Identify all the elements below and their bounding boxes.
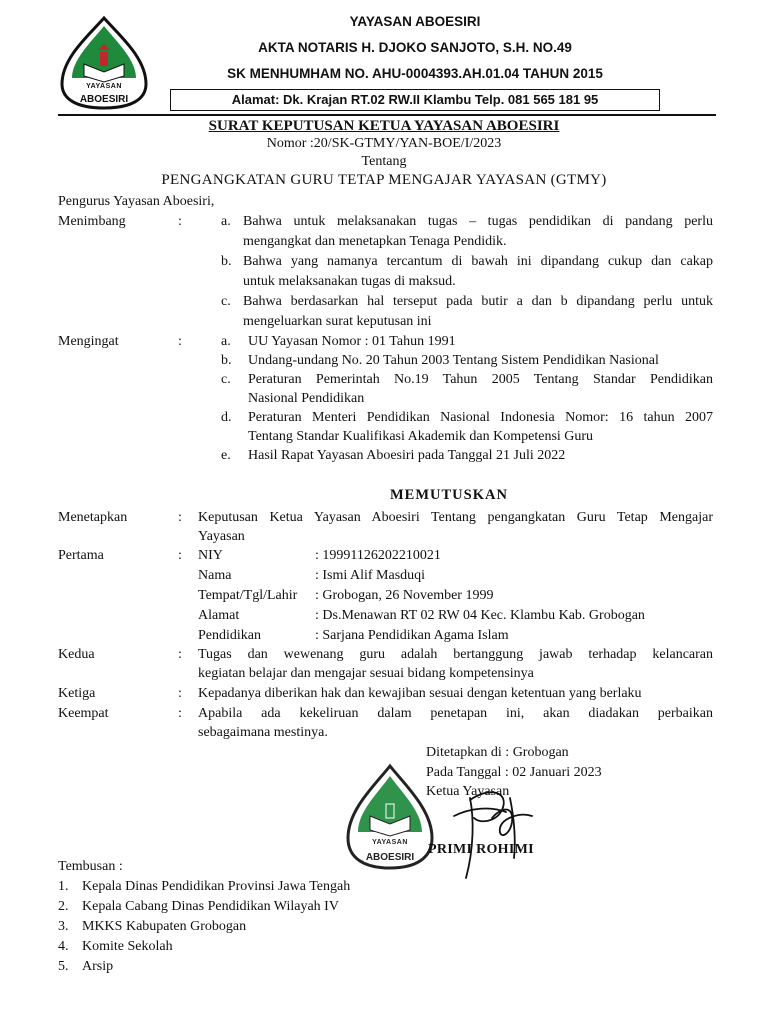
logo-text-bottom: ABOESIRI: [79, 94, 129, 105]
tembusan-num: 5.: [58, 959, 69, 974]
mengingat-letter: b.: [221, 353, 232, 368]
menimbang-colon: :: [178, 214, 182, 229]
tembusan-num: 4.: [58, 939, 69, 954]
tembusan-num: 1.: [58, 879, 69, 894]
ketiga-text: Kepadanya diberikan hak dan kewajiban sesuai dengan ketentuan yang berlaku: [198, 686, 642, 701]
decree-number: Nomor :20/SK-GTMY/YAN-BOE/I/2023: [266, 136, 502, 151]
menetapkan-colon: :: [178, 510, 182, 525]
menimbang-text: mengangkat dan menetapkan Tenaga Pendidik.: [243, 234, 507, 249]
detail-key: Pendidikan: [198, 628, 261, 643]
mengingat-text: Peraturan Menteri Pendidikan Nasional Indonesia Nomor: 16 tahun 2007: [248, 410, 713, 425]
decree-heading: SURAT KEPUTUSAN KETUA YAYASAN ABOESIRI: [208, 118, 560, 134]
menetapkan-text: Keputusan Ketua Yayasan Aboesiri Tentang pengangkatan Guru Tetap Mengajar: [198, 510, 713, 525]
foundation-stamp: [346, 762, 434, 872]
detail-value: : 19991126202210021: [315, 548, 441, 563]
kedua-text: kegiatan belajar dan mengajar sesuai bidang kompetensinya: [198, 666, 534, 681]
mengingat-text: Peraturan Pemerintah No.19 Tahun 2005 Tentang Standar Pendidikan: [248, 372, 713, 387]
mengingat-letter: a.: [221, 334, 231, 349]
kedua-colon: :: [178, 647, 182, 662]
signature-date: Pada Tanggal : 02 Januari 2023: [426, 765, 602, 780]
kedua-label: Kedua: [58, 647, 95, 662]
detail-value: : Ismi Alif Masduqi: [315, 568, 426, 583]
tembusan-item: MKKS Kabupaten Grobogan: [82, 919, 247, 934]
tembusan-label: Tembusan :: [58, 859, 123, 874]
menimbang-text: Bahwa untuk melaksanakan tugas – tugas pendidikan di pandang perlu: [243, 214, 713, 229]
mengingat-label: Mengingat: [58, 334, 119, 349]
letterhead-org: YAYASAN ABOESIRI: [349, 14, 481, 29]
detail-value: : Grobogan, 26 November 1999: [315, 588, 494, 603]
detail-key: Tempat/Tgl/Lahir: [198, 588, 298, 603]
letterhead-notary: AKTA NOTARIS H. DJOKO SANJOTO, S.H. NO.49: [258, 40, 572, 55]
menetapkan-label: Menetapkan: [58, 510, 128, 525]
decree-about: Tentang: [361, 154, 407, 169]
decree-subject: PENGANGKATAN GURU TETAP MENGAJAR YAYASAN (GTMY): [161, 172, 607, 188]
signatory-name: PRIMI ROHIMI: [428, 842, 534, 857]
menimbang-letter: c.: [221, 294, 231, 309]
tembusan-num: 3.: [58, 919, 69, 934]
ketiga-colon: :: [178, 686, 182, 701]
detail-key: NIY: [198, 548, 223, 563]
tembusan-item: Kepala Dinas Pendidikan Provinsi Jawa Tengah: [82, 879, 351, 894]
menetapkan-text: Yayasan: [198, 529, 245, 544]
stamp-text-top: YAYASAN: [372, 839, 408, 846]
intro-text: Pengurus Yayasan Aboesiri,: [58, 194, 215, 209]
mengingat-text: Hasil Rapat Yayasan Aboesiri pada Tanggal 21 Juli 2022: [248, 448, 566, 463]
pertama-colon: :: [178, 548, 182, 563]
tembusan-item: Komite Sekolah: [82, 939, 173, 954]
detail-value: : Sarjana Pendidikan Agama Islam: [315, 628, 509, 643]
tembusan-num: 2.: [58, 899, 69, 914]
mengingat-letter: c.: [221, 372, 231, 387]
keempat-label: Keempat: [58, 706, 109, 721]
keempat-text: sebagaimana mestinya.: [198, 725, 328, 740]
handwritten-signature: [440, 778, 550, 888]
menimbang-letter: a.: [221, 214, 231, 229]
pertama-label: Pertama: [58, 548, 104, 563]
menimbang-text: Bahwa berdasarkan hal terseput pada butir a dan b dipandang perlu untuk: [243, 294, 713, 309]
letterhead-address: Alamat: Dk. Krajan RT.02 RW.II Klambu Telp. 081 565 181 95: [170, 89, 660, 111]
ketiga-label: Ketiga: [58, 686, 96, 701]
menimbang-label: Menimbang: [58, 214, 126, 229]
mengingat-text: Undang-undang No. 20 Tahun 2003 Tentang Sistem Pendidikan Nasional: [248, 353, 659, 368]
keempat-colon: :: [178, 706, 182, 721]
kedua-text: Tugas dan wewenang guru adalah bertanggung jawab terhadap kelancaran: [198, 647, 713, 662]
mengingat-letter: d.: [221, 410, 232, 425]
letterhead-divider: [58, 114, 716, 116]
memutuskan-heading: MEMUTUSKAN: [390, 487, 508, 503]
foundation-logo: [60, 14, 148, 112]
mengingat-text: UU Yayasan Nomor : 01 Tahun 1991: [248, 334, 456, 349]
detail-value: : Ds.Menawan RT 02 RW 04 Kec. Klambu Kab. Grobogan: [315, 608, 645, 623]
mengingat-letter: e.: [221, 448, 231, 463]
detail-key: Nama: [198, 568, 232, 583]
detail-key: Alamat: [198, 608, 240, 623]
logo-text-top: YAYASAN: [86, 83, 122, 90]
keempat-text: Apabila ada kekeliruan dalam penetapan ini, akan diadakan perbaikan: [198, 706, 713, 721]
menimbang-text: mengeluarkan surat keputusan ini: [243, 314, 432, 329]
letterhead-sk: SK MENHUMHAM NO. AHU-0004393.AH.01.04 TAHUN 2015: [227, 66, 603, 81]
menimbang-text: untuk melaksanakan tugas di maksud.: [243, 274, 456, 289]
menimbang-letter: b.: [221, 254, 232, 269]
mengingat-colon: :: [178, 334, 182, 349]
mengingat-text: Nasional Pendidikan: [248, 391, 365, 406]
tembusan-item: Arsip: [82, 959, 114, 974]
tembusan-item: Kepala Cabang Dinas Pendidikan Wilayah IV: [82, 899, 339, 914]
signature-place: Ditetapkan di : Grobogan: [426, 745, 569, 760]
menimbang-text: Bahwa yang namanya tercantum di bawah ini dipandang cukup dan cakap: [243, 254, 713, 269]
mengingat-text: Tentang Standar Kualifikasi Akademik dan Kompetensi Guru: [248, 429, 594, 444]
stamp-text-bottom: ABOESIRI: [365, 852, 415, 863]
signature-role: Ketua Yayasan: [426, 784, 510, 799]
